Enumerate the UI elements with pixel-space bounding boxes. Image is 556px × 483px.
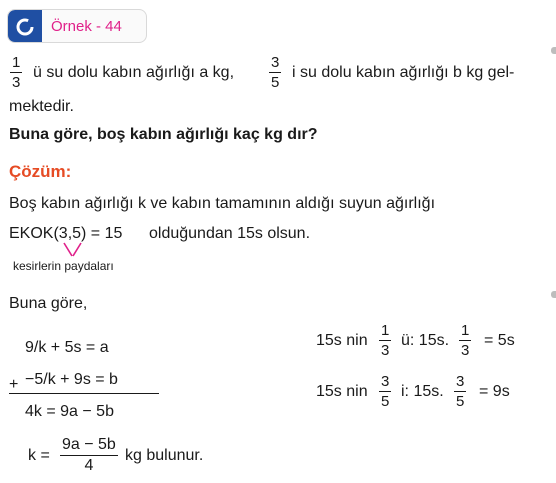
sum-line [9,393,159,394]
k-prefix: k = [28,447,50,464]
refresh-circle-icon [15,17,35,37]
r2-prefix: 15s nin [316,383,368,400]
r2-result: = 9s [479,383,510,400]
denominator-marker [61,241,85,259]
problem-fraction-2: 3 5 [271,54,280,92]
r2-fraction-b: 3 5 [456,373,465,411]
equation-1: 9/k + 5s = a [25,339,109,356]
edge-marker [551,47,556,54]
example-title: Örnek - 44 [51,18,122,35]
r2-mid: i: 15s. [401,383,444,400]
problem-text-3: mektedir. [9,98,74,115]
buna-gore-text: Buna göre, [9,295,88,312]
r1-mid: ü: 15s. [401,332,450,349]
ekok-tail: olduğundan 15s olsun. [149,225,311,242]
plus-sign: + [9,376,19,393]
example-badge [7,9,147,43]
r2-fraction-a: 3 5 [381,373,390,411]
k-suffix: kg bulunur. [125,447,204,464]
problem-question: Buna göre, boş kabın ağırlığı kaç kg dır? [9,126,318,143]
ekok-text: EKOK(3,5) = 15 [9,225,123,242]
r1-fraction-a: 1 3 [381,322,390,360]
solution-heading: Çözüm: [9,162,72,181]
problem-fraction-1: 1 3 [12,54,21,92]
equation-3: 4k = 9a − 5b [25,403,114,420]
r1-prefix: 15s nin [316,332,368,349]
denominator-note: kesirlerin paydaları [13,259,114,273]
edge-marker [551,291,556,298]
problem-text-2: i su dolu kabın ağırlığı b kg gel- [292,64,515,81]
badge-icon-box [8,10,42,43]
problem-text-1: ü su dolu kabın ağırlığı a kg, [33,64,235,81]
r1-fraction-b: 1 3 [461,322,470,360]
equation-2: −5/k + 9s = b [25,371,118,388]
r1-result: = 5s [484,332,515,349]
k-fraction: 9a − 5b 4 [62,436,116,475]
solution-line-1: Boş kabın ağırlığı k ve kabın tamamının aldığı suyun ağırlığı [9,195,436,212]
